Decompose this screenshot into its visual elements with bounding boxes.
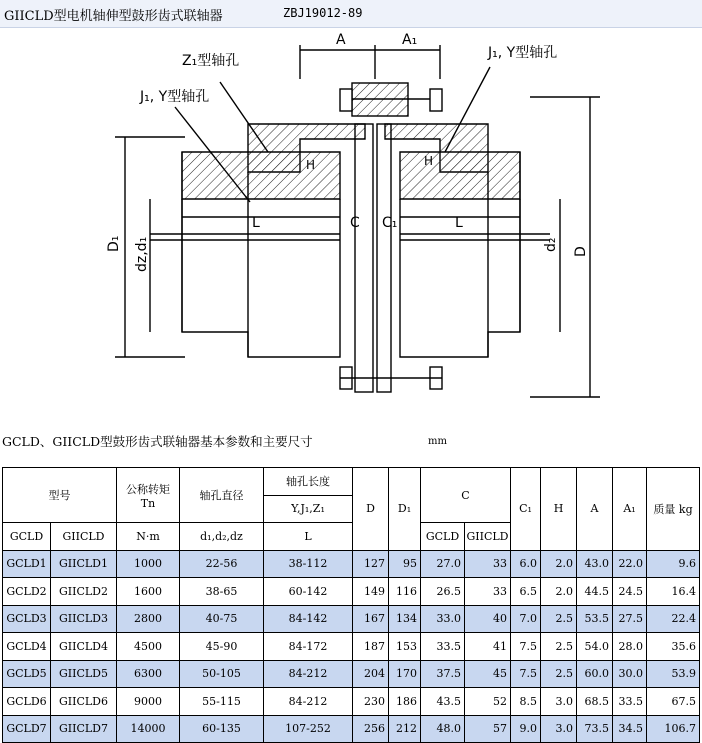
dim-d2-label: d₂ xyxy=(543,237,559,252)
cell-a: 44.5 xyxy=(577,578,613,606)
dim-d-label: D xyxy=(573,246,589,257)
cell-bore: 50-105 xyxy=(180,660,264,688)
cell-bore: 55-115 xyxy=(180,688,264,716)
cell-gcld: GCLD3 xyxy=(3,605,51,633)
header-c1: C₁ xyxy=(511,468,541,551)
cell-tn: 14000 xyxy=(117,715,180,743)
cell-d: 149 xyxy=(353,578,389,606)
cell-a: 53.5 xyxy=(577,605,613,633)
cell-c-giicld: 57 xyxy=(465,715,511,743)
cell-gcld: GCLD1 xyxy=(3,550,51,578)
cell-d1: 186 xyxy=(389,688,421,716)
cell-h: 2.5 xyxy=(541,633,577,661)
spec-table xyxy=(2,467,700,743)
header-bore: 轴孔直径 xyxy=(180,468,264,523)
header-length: 轴孔长度 xyxy=(264,468,353,496)
table-row xyxy=(3,550,700,578)
cell-bore: 60-135 xyxy=(180,715,264,743)
header-d: D xyxy=(353,468,389,551)
cell-c1: 7.0 xyxy=(511,605,541,633)
cell-a1: 33.5 xyxy=(613,688,647,716)
cell-giicld: GIICLD2 xyxy=(51,578,117,606)
table-row xyxy=(3,605,700,633)
cell-giicld: GIICLD4 xyxy=(51,633,117,661)
cell-a1: 28.0 xyxy=(613,633,647,661)
cell-tn: 1000 xyxy=(117,550,180,578)
cell-d1: 212 xyxy=(389,715,421,743)
cell-c1: 7.5 xyxy=(511,633,541,661)
cell-gcld: GCLD4 xyxy=(3,633,51,661)
cell-a1: 27.5 xyxy=(613,605,647,633)
coupling-drawing xyxy=(0,27,702,427)
cell-h: 3.0 xyxy=(541,715,577,743)
header-torque: 公称转矩 Tn xyxy=(117,468,180,523)
header-a: A xyxy=(577,468,613,551)
cell-tn: 4500 xyxy=(117,633,180,661)
cell-a1: 34.5 xyxy=(613,715,647,743)
cell-c-giicld: 41 xyxy=(465,633,511,661)
z1-hole-label: Z₁型轴孔 xyxy=(182,53,240,69)
cell-h: 2.0 xyxy=(541,578,577,606)
cell-c1: 6.0 xyxy=(511,550,541,578)
table-row xyxy=(3,688,700,716)
cell-giicld: GIICLD1 xyxy=(51,550,117,578)
cell-a1: 24.5 xyxy=(613,578,647,606)
dim-a-label: A xyxy=(336,32,346,48)
cell-bore: 22-56 xyxy=(180,550,264,578)
cell-c1: 7.5 xyxy=(511,660,541,688)
cell-bore: 40-75 xyxy=(180,605,264,633)
cell-c-giicld: 45 xyxy=(465,660,511,688)
cell-d: 127 xyxy=(353,550,389,578)
cell-c-giicld: 40 xyxy=(465,605,511,633)
cell-tn: 9000 xyxy=(117,688,180,716)
standard-number: ZBJ19012-89 xyxy=(283,6,363,20)
cell-d: 204 xyxy=(353,660,389,688)
cell-mass: 67.5 xyxy=(647,688,700,716)
header-d1: D₁ xyxy=(389,468,421,551)
dim-a1-label: A₁ xyxy=(402,32,418,48)
cell-d: 230 xyxy=(353,688,389,716)
cell-l: 84-172 xyxy=(264,633,353,661)
cell-giicld: GIICLD6 xyxy=(51,688,117,716)
cell-c-giicld: 33 xyxy=(465,550,511,578)
dim-l-left-label: L xyxy=(252,215,260,231)
table-row xyxy=(3,660,700,688)
header-giicld: GIICLD xyxy=(51,523,117,551)
cell-gcld: GCLD7 xyxy=(3,715,51,743)
j1y-hole-right-label: J₁, Y型轴孔 xyxy=(488,45,558,61)
unit-label: mm xyxy=(428,436,447,447)
cell-mass: 35.6 xyxy=(647,633,700,661)
cell-giicld: GIICLD5 xyxy=(51,660,117,688)
cell-mass: 9.6 xyxy=(647,550,700,578)
cell-c-gcld: 33.5 xyxy=(421,633,465,661)
cell-l: 38-112 xyxy=(264,550,353,578)
cell-c-gcld: 33.0 xyxy=(421,605,465,633)
cell-a: 60.0 xyxy=(577,660,613,688)
dim-c1-label: C₁ xyxy=(382,215,398,231)
dim-dz-label: dz,d₁ xyxy=(134,236,150,272)
header-c-gcld: GCLD xyxy=(421,523,465,551)
cell-d1: 153 xyxy=(389,633,421,661)
cell-l: 60-142 xyxy=(264,578,353,606)
header-c: C xyxy=(421,468,511,523)
header-h: H xyxy=(541,468,577,551)
header-bore-sym: d₁,d₂,dz xyxy=(180,523,264,551)
cell-d1: 95 xyxy=(389,550,421,578)
cell-c-gcld: 43.5 xyxy=(421,688,465,716)
cell-c-giicld: 33 xyxy=(465,578,511,606)
cell-gcld: GCLD6 xyxy=(3,688,51,716)
dim-h-right-label: H xyxy=(424,154,434,168)
cell-a: 54.0 xyxy=(577,633,613,661)
cell-mass: 106.7 xyxy=(647,715,700,743)
cell-a: 43.0 xyxy=(577,550,613,578)
cell-tn: 2800 xyxy=(117,605,180,633)
header-mass: 质量 kg xyxy=(647,468,700,551)
cell-tn: 1600 xyxy=(117,578,180,606)
cell-a1: 22.0 xyxy=(613,550,647,578)
cell-l: 84-212 xyxy=(264,660,353,688)
cell-gcld: GCLD5 xyxy=(3,660,51,688)
table-row xyxy=(3,715,700,743)
cell-giicld: GIICLD3 xyxy=(51,605,117,633)
dim-c-label: C xyxy=(350,215,360,231)
cell-c1: 8.5 xyxy=(511,688,541,716)
cell-bore: 38-65 xyxy=(180,578,264,606)
header-gcld: GCLD xyxy=(3,523,51,551)
header-c-giicld: GIICLD xyxy=(465,523,511,551)
page-title: GIICLD型电机轴伸型鼓形齿式联轴器 xyxy=(4,9,223,24)
cell-c-gcld: 26.5 xyxy=(421,578,465,606)
dim-l-right-label: L xyxy=(455,215,463,231)
cell-c-gcld: 48.0 xyxy=(421,715,465,743)
cell-c1: 6.5 xyxy=(511,578,541,606)
cell-c1: 9.0 xyxy=(511,715,541,743)
cell-tn: 6300 xyxy=(117,660,180,688)
cell-mass: 16.4 xyxy=(647,578,700,606)
cell-h: 2.0 xyxy=(541,550,577,578)
cell-a1: 30.0 xyxy=(613,660,647,688)
cell-l: 84-212 xyxy=(264,688,353,716)
dim-h-left-label: H xyxy=(306,158,316,172)
header-model: 型号 xyxy=(3,468,117,523)
cell-a: 68.5 xyxy=(577,688,613,716)
header-torque-unit: N·m xyxy=(117,523,180,551)
cell-mass: 22.4 xyxy=(647,605,700,633)
cell-c-gcld: 27.0 xyxy=(421,550,465,578)
header-length-types: Y,J₁,Z₁ xyxy=(264,495,353,523)
cell-h: 3.0 xyxy=(541,688,577,716)
cell-h: 2.5 xyxy=(541,605,577,633)
cell-gcld: GCLD2 xyxy=(3,578,51,606)
table-caption: GCLD、GIICLD型鼓形齿式联轴器基本参数和主要尺寸 xyxy=(2,434,313,449)
cell-d: 187 xyxy=(353,633,389,661)
cell-mass: 53.9 xyxy=(647,660,700,688)
dim-d1-label: D₁ xyxy=(106,235,122,252)
cell-d: 167 xyxy=(353,605,389,633)
cell-a: 73.5 xyxy=(577,715,613,743)
table-row xyxy=(3,578,700,606)
title-bar xyxy=(0,0,702,28)
j1y-hole-left-label: J₁, Y型轴孔 xyxy=(140,89,210,105)
cell-l: 107-252 xyxy=(264,715,353,743)
cell-bore: 45-90 xyxy=(180,633,264,661)
cell-d: 256 xyxy=(353,715,389,743)
cell-l: 84-142 xyxy=(264,605,353,633)
cell-d1: 116 xyxy=(389,578,421,606)
cell-d1: 134 xyxy=(389,605,421,633)
table-row xyxy=(3,633,700,661)
header-length-sym: L xyxy=(264,523,353,551)
header-a1: A₁ xyxy=(613,468,647,551)
cell-c-giicld: 52 xyxy=(465,688,511,716)
cell-d1: 170 xyxy=(389,660,421,688)
cell-giicld: GIICLD7 xyxy=(51,715,117,743)
cell-h: 2.5 xyxy=(541,660,577,688)
cell-c-gcld: 37.5 xyxy=(421,660,465,688)
